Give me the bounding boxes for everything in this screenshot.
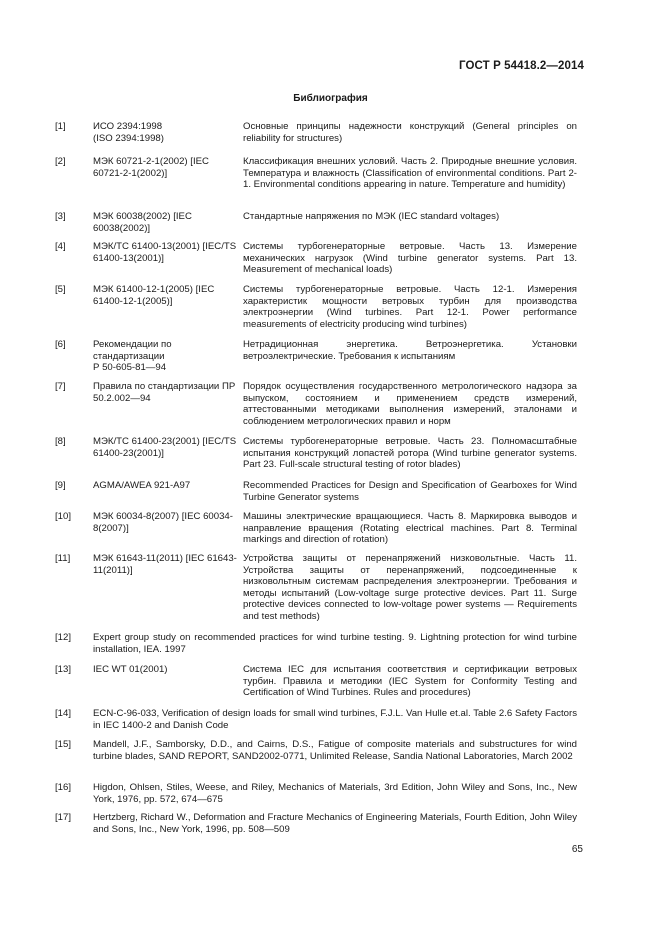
- bibliography-entry: [55, 241, 577, 284]
- entry-number: [17]: [55, 812, 72, 823]
- entry-number: [4]: [55, 241, 66, 252]
- entry-document: AGMA/AWEA 921-A97: [93, 480, 191, 491]
- entry-citation: Expert group study on recommended practices for wind turbine testing. 9. Lightning protection for wind turbine installation, IEA. 1997: [93, 632, 577, 655]
- entry-document: МЭК/TC 61400-23(2001) [IEC/TS 61400-23(2001)]: [93, 436, 237, 459]
- bibliography-entry: [55, 156, 577, 211]
- entry-description: Система IEC для испытания соответствия и сертификации ветровых турбин. Правила и методики (IEC System for Conformity Testing and Certification of Wind Turbines. Rules and procedures): [243, 664, 577, 698]
- entry-description: Стандартные напряжения по МЭК (IEC standard voltages): [243, 211, 500, 222]
- entry-number: [1]: [55, 121, 66, 132]
- entry-description: Основные принципы надежности конструкций (General principles on reliability for structures): [243, 121, 577, 144]
- entry-number: [14]: [55, 708, 72, 719]
- entry-document: ИСО 2394:1998 (ISO 2394:1998): [93, 121, 164, 144]
- bibliography-entry: [55, 632, 577, 664]
- entry-description: Порядок осуществления государственного метрологического надзора за выпуском, состоянием и применением средств измерений, аттестованными методиками выполнения измерений, эталонами и соблюдением метрологических правил и норм: [243, 381, 577, 427]
- entry-number: [2]: [55, 156, 66, 167]
- entry-description: Машины электрические вращающиеся. Часть 8. Маркировка выводов и направление вращения (Rotating electrical machines. Part 8. Terminal markings and direction of rotation): [243, 511, 577, 545]
- bibliography-entry: [55, 211, 577, 241]
- entry-number: [9]: [55, 480, 66, 491]
- entry-number: [11]: [55, 553, 71, 564]
- entry-document: МЭК 61643-11(2011) [IEC 61643-11(2011)]: [93, 553, 237, 576]
- entry-citation: ECN-C-96-033, Verification of design loads for small wind turbines, F.J.L. Van Hulle et.al. Table 2.6 Safety Factors in IEC 1400-2 and Danish Code: [93, 708, 577, 731]
- entry-citation: Hertzberg, Richard W., Deformation and Fracture Mechanics of Engineering Materials, Fourth Edition, John Wiley and Sons, Inc., New York, 1996, pp. 508—509: [93, 812, 577, 835]
- entry-number: [15]: [55, 739, 72, 750]
- bibliography-entry: [55, 782, 577, 812]
- entry-number: [10]: [55, 511, 72, 522]
- entry-citation: Mandell, J.F., Samborsky, D.D., and Cairns, D.S., Fatigue of composite materials and substructures for wind turbine blades, SAND REPORT, SAND2002-0771, Unlimited Release, Sandia National Laboratories, March 2002: [93, 739, 577, 762]
- bibliography-list: [55, 121, 577, 842]
- entry-number: [12]: [55, 632, 72, 643]
- entry-description: Системы турбогенераторные ветровые. Часть 12-1. Измерения характеристик мощности ветровых турбин для производства электроэнергии (Wind turbines. Part 12-1. Power performance measurements of electricity producing wind turbines): [243, 284, 577, 330]
- entry-number: [13]: [55, 664, 72, 675]
- entry-number: [16]: [55, 782, 72, 793]
- bibliography-entry: [55, 511, 577, 553]
- bibliography-entry: [55, 381, 577, 436]
- entry-number: [6]: [55, 339, 66, 350]
- entry-description: Устройства защиты от перенапряжений низковольтные. Часть 11. Устройства защиты от перенапряжений, подсоединенные к низковольтным системам распределения электроэнергии. Требования и методы испытаний (Low-voltage surge protective devices. Part 11. Surge protective devices connected to low-voltage power systems — Requirements and test methods): [243, 553, 577, 622]
- bibliography-entry: [55, 480, 577, 511]
- entry-document: Рекомендации по стандартизации Р 50-605-81—94: [93, 339, 172, 373]
- bibliography-entry: [55, 739, 577, 782]
- entry-number: [5]: [55, 284, 66, 295]
- entry-document: МЭК/TC 61400-13(2001) [IEC/TS 61400-13(2001)]: [93, 241, 237, 264]
- section-title: Библиография: [293, 93, 368, 104]
- entry-description: Recommended Practices for Design and Specification of Gearboxes for Wind Turbine Generator systems: [243, 480, 577, 503]
- entry-description: Классификация внешних условий. Часть 2. Природные внешние условия. Температура и влажность (Classification of environmental conditions. Part 2-1. Environmental conditions appearing in nature. Temperature and humidity): [243, 156, 577, 190]
- entry-number: [3]: [55, 211, 66, 222]
- entry-description: Системы турбогенераторные ветровые. Часть 23. Полномасштабные испытания конструкций лопастей ротора (Wind turbine generator systems. Part 23. Full-scale structural testing of rotor blades): [243, 436, 577, 470]
- entry-document: Правила по стандартизации ПР 50.2.002—94: [93, 381, 236, 404]
- bibliography-entry: [55, 812, 577, 842]
- entry-document: МЭК 60038(2002) [IEC 60038(2002)]: [93, 211, 192, 234]
- document-header: ГОСТ Р 54418.2—2014: [459, 60, 584, 72]
- entry-citation: Higdon, Ohlsen, Stiles, Weese, and Riley, Mechanics of Materials, 3rd Edition, John Wiley and Sons, Inc., New York, 1976, pp. 572, 674—675: [93, 782, 577, 805]
- bibliography-entry: [55, 708, 577, 739]
- bibliography-entry: [55, 339, 577, 381]
- entry-document: IEC WT 01(2001): [93, 664, 168, 675]
- bibliography-entry: [55, 553, 577, 632]
- bibliography-entry: [55, 436, 577, 480]
- entry-description: Системы турбогенераторные ветровые. Часть 13. Измерение механических нагрузок (Wind turbine generator systems. Part 13. Measurement of mechanical loads): [243, 241, 577, 275]
- entry-number: [8]: [55, 436, 66, 447]
- entry-document: МЭК 60721-2-1(2002) [IEC 60721-2-1(2002)]: [93, 156, 209, 179]
- entry-number: [7]: [55, 381, 66, 392]
- bibliography-entry: [55, 664, 577, 708]
- entry-document: МЭК 61400-12-1(2005) [IEC 61400-12-1(2005)]: [93, 284, 215, 307]
- entry-document: МЭК 60034-8(2007) [IEC 60034-8(2007)]: [93, 511, 233, 534]
- page-number: 65: [571, 844, 583, 855]
- entry-description: Нетрадиционная энергетика. Ветроэнергетика. Установки ветроэлектрические. Требования к испытаниям: [243, 339, 577, 362]
- bibliography-entry: [55, 284, 577, 339]
- bibliography-entry: [55, 121, 577, 156]
